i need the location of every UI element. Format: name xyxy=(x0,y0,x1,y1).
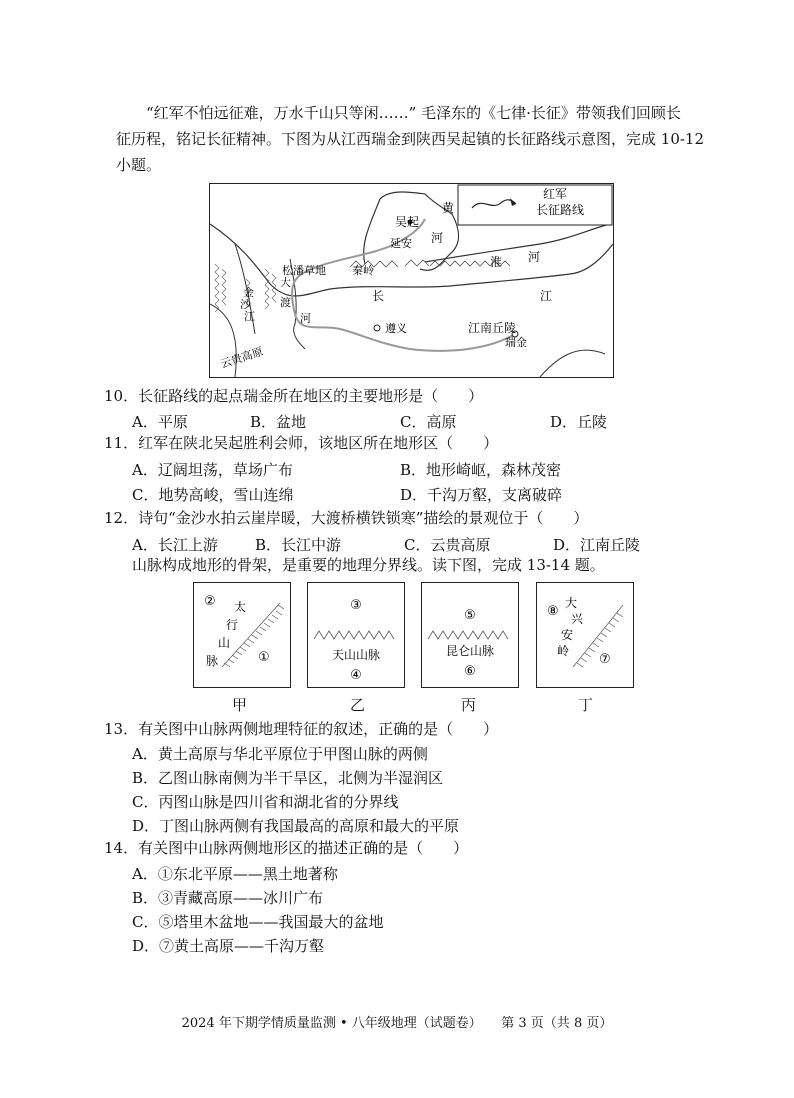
label-da: 大 xyxy=(280,276,291,289)
q10-option-c[interactable]: C．高原 xyxy=(400,413,457,431)
long-march-map xyxy=(209,183,614,378)
q14-stem: 14．有关图中山脉两侧地形区的描述正确的是（ ） xyxy=(104,839,469,857)
q11-option-b[interactable]: B．地形崎岖，森林茂密 xyxy=(400,461,562,479)
panel-caption-ding: 丁 xyxy=(578,696,594,714)
q11-option-c[interactable]: C．地势高峻，雪山连绵 xyxy=(132,486,294,504)
q10-option-b[interactable]: B．盆地 xyxy=(250,413,307,431)
panel-jia-char-4: 脉 xyxy=(206,654,219,668)
label-huai: 淮 xyxy=(490,255,503,269)
region-border xyxy=(540,350,605,377)
label-jiang2: 江 xyxy=(244,310,255,323)
panel-bing-num-b: ⑥ xyxy=(464,664,476,679)
panel-ding-char-3: 安 xyxy=(561,628,574,642)
q11-option-a[interactable]: A．辽阔坦荡，草场广布 xyxy=(132,461,293,479)
label-yungui: 云贵高原 xyxy=(218,344,265,371)
panel-yi-num-b: ④ xyxy=(350,668,362,683)
panel-jia xyxy=(193,582,291,688)
label-du: 渡 xyxy=(280,296,291,309)
panel-caption-yi: 乙 xyxy=(350,696,366,714)
label-sha: 沙 xyxy=(240,298,251,311)
q14-option-d[interactable]: D．⑦黄土高原——千沟万壑 xyxy=(132,937,325,955)
panel-ding-char-1: 大 xyxy=(565,596,578,610)
panel-yi xyxy=(307,582,405,688)
panel-bing-num-a: ⑤ xyxy=(464,608,476,623)
label-wuqi: 吴起 xyxy=(395,215,420,229)
legend-label-2: 长征路线 xyxy=(535,203,585,217)
panel-jia-char-3: 山 xyxy=(218,636,231,650)
panel-ding-drawing xyxy=(537,583,633,687)
panel-caption-bing: 丙 xyxy=(461,696,477,714)
label-songpan: 松潘草地 xyxy=(282,264,326,277)
intro-paragraph xyxy=(116,100,706,178)
label-zunyi: 遵义 xyxy=(385,322,407,335)
page-footer: 2024 年下期学情质量监测 • 八年级地理（试题卷） 第 3 页（共 8 页） xyxy=(181,1016,613,1031)
q10-option-d[interactable]: D．丘陵 xyxy=(550,413,608,431)
intro-line-1: “红军不怕远征难，万水千山只等闲……” 毛泽东的《七律·长征》带领我们回顾长 xyxy=(146,104,681,122)
intro-13-14: 山脉构成地形的骨架，是重要的地理分界线。读下图，完成 13-14 题。 xyxy=(132,556,605,574)
panel-jia-char-1: 太 xyxy=(234,600,247,614)
q13-option-a[interactable]: A．黄土高原与华北平原位于甲图山脉的两侧 xyxy=(132,745,428,763)
q11-option-d[interactable]: D．千沟万壑，支离破碎 xyxy=(400,486,563,504)
panel-yi-name: 天山山脉 xyxy=(331,648,381,662)
panel-ding-num-b: ⑦ xyxy=(599,652,611,667)
panel-bing xyxy=(421,582,519,688)
intro-line-2: 征历程，铭记长征精神。下图为从江西瑞金到陕西吴起镇的长征路线示意图，完成 10-12 xyxy=(116,130,705,148)
q13-option-c[interactable]: C．丙图山脉是四川省和湖北省的分界线 xyxy=(132,793,399,811)
q13-option-b[interactable]: B．乙图山脉南侧为半干旱区，北侧为半湿润区 xyxy=(132,769,444,787)
panel-caption-jia: 甲 xyxy=(232,696,248,714)
q12-stem: 12．诗句“金沙水拍云崖岸暖，大渡桥横铁锁寒”描绘的景观位于（ ） xyxy=(104,509,589,527)
label-qinling: 秦岭 xyxy=(352,264,374,277)
label-jiangnan: 江南丘陵 xyxy=(468,321,517,335)
label-jiang: 江 xyxy=(540,289,553,303)
huai-river xyxy=(425,224,610,262)
label-he3: 河 xyxy=(300,312,311,325)
zunyi-marker xyxy=(374,325,380,331)
panel-ding-char-4: 岭 xyxy=(557,644,570,658)
panel-ding-num-a: ⑧ xyxy=(547,604,559,619)
q14-option-a[interactable]: A．①东北平原——黑土地著称 xyxy=(132,865,338,883)
label-ruijin: 瑞金 xyxy=(505,336,527,349)
panel-ding-char-2: 兴 xyxy=(571,612,584,626)
panel-jia-num-b: ① xyxy=(258,650,270,665)
panel-jia-num-a: ② xyxy=(204,594,216,609)
label-he2: 河 xyxy=(528,250,541,264)
panel-bing-name: 昆仑山脉 xyxy=(445,644,495,658)
q13-stem: 13．有关图中山脉两侧地理特征的叙述，正确的是（ ） xyxy=(104,720,499,738)
q10-option-a[interactable]: A．平原 xyxy=(132,413,188,431)
panel-jia-char-2: 行 xyxy=(226,618,239,632)
q12-option-d[interactable]: D．江南丘陵 xyxy=(553,536,641,554)
long-march-map-drawing xyxy=(210,184,613,377)
label-huang: 黄 xyxy=(442,201,455,215)
legend-label-1: 红军 xyxy=(542,187,568,201)
panel-jia-drawing xyxy=(194,583,290,687)
q12-option-a[interactable]: A．长江上游 xyxy=(132,536,218,554)
panel-bing-drawing xyxy=(422,583,518,687)
label-he1: 河 xyxy=(431,231,444,245)
label-yanan: 延安 xyxy=(390,237,412,250)
panel-yi-num-a: ③ xyxy=(350,598,362,613)
q12-option-c[interactable]: C．云贵高原 xyxy=(404,536,491,554)
q12-option-b[interactable]: B．长江中游 xyxy=(255,536,342,554)
q14-option-c[interactable]: C．⑤塔里木盆地——我国最大的盆地 xyxy=(132,913,384,931)
q14-option-b[interactable]: B．③青藏高原——冰川广布 xyxy=(132,889,324,907)
panel-ding xyxy=(536,582,634,688)
q10-stem: 10．长征路线的起点瑞金所在地区的主要地形是（ ） xyxy=(104,387,484,405)
panel-yi-drawing xyxy=(308,583,404,687)
label-chang: 长 xyxy=(372,289,385,303)
q11-stem: 11．红军在陕北吴起胜利会师，该地区所在地形区（ ） xyxy=(104,434,499,452)
label-jin: 金 xyxy=(243,286,254,299)
q13-option-d[interactable]: D．丁图山脉两侧有我国最高的高原和最大的平原 xyxy=(132,817,460,835)
intro-line-3: 小题。 xyxy=(116,156,162,174)
